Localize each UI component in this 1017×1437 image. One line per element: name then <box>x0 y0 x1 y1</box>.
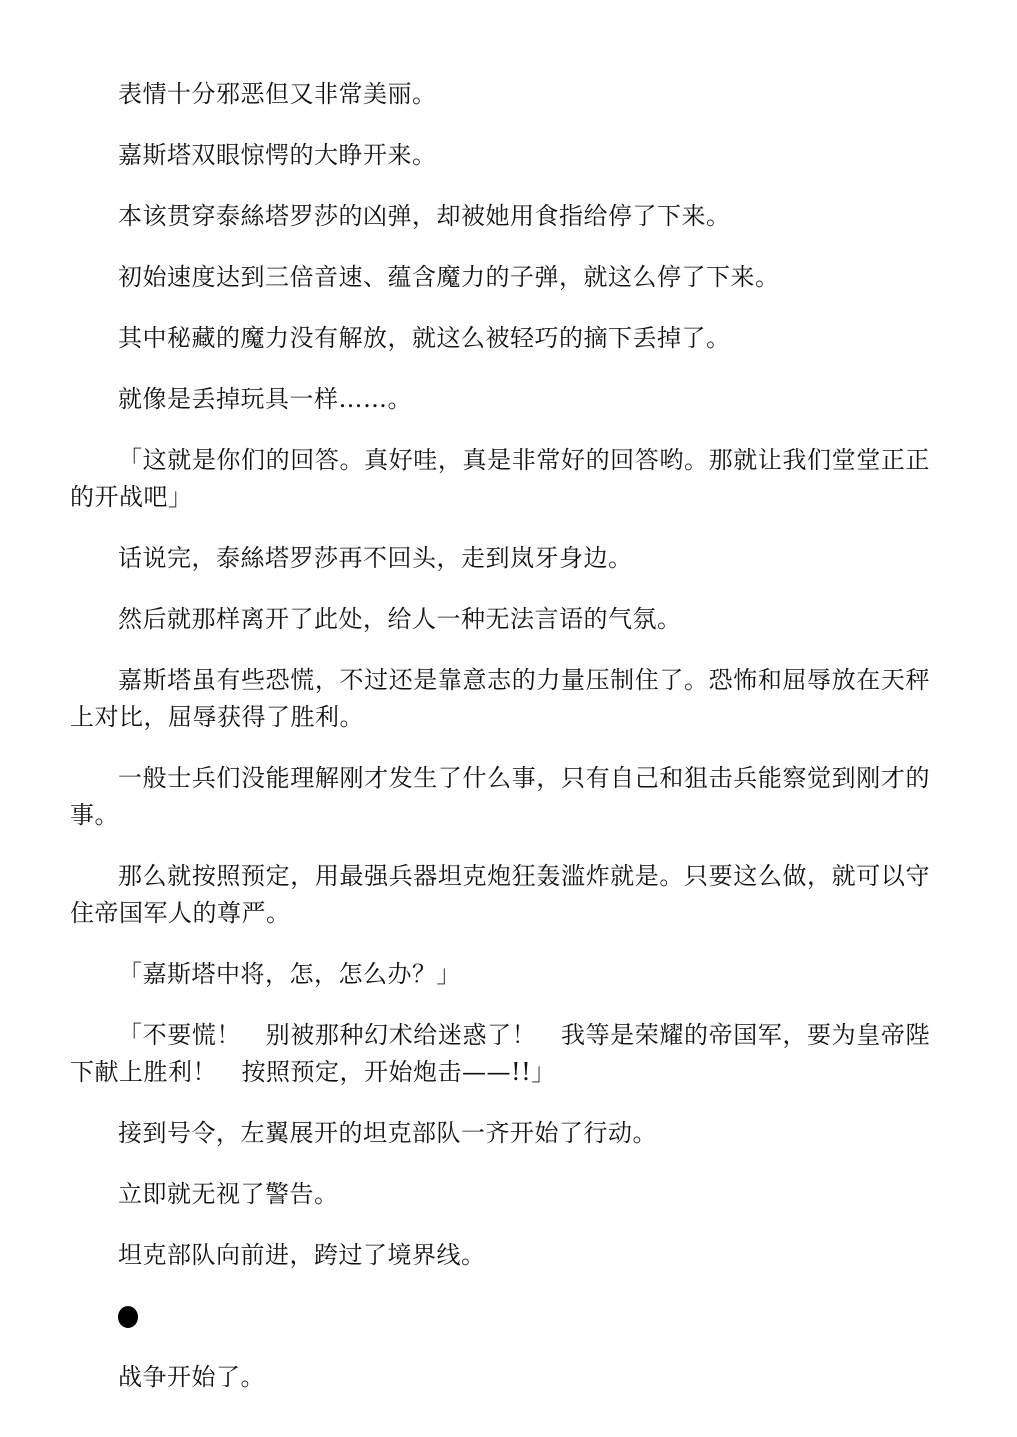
paragraph: 接到号令，左翼展开的坦克部队一齐开始了行动。 <box>118 1119 657 1147</box>
paragraph: 本该贯穿泰絲塔罗莎的凶弹，却被她用食指给停了下来。 <box>118 202 731 230</box>
paragraph: 话说完，泰絲塔罗莎再不回头，走到岚牙身边。 <box>118 544 633 572</box>
filled-circle-icon <box>118 1306 138 1328</box>
paragraph: 然后就那样离开了此处，给人一种无法言语的气氛。 <box>118 605 682 633</box>
paragraph: 嘉斯塔双眼惊愕的大睁开来。 <box>118 141 437 169</box>
paragraph: 其中秘藏的魔力没有解放，就这么被轻巧的摘下丢掉了。 <box>118 324 731 352</box>
dialogue-paragraph: 「不要慌！ 别被那种幻术给迷惑了！ 我等是荣耀的帝国军，要为皇帝陛下献上胜利！ 按照预定，开始炮击——!!」 <box>70 1021 930 1086</box>
paragraph: 表情十分邪恶但又非常美丽。 <box>118 80 437 108</box>
paragraph: 嘉斯塔虽有些恐慌，不过还是靠意志的力量压制住了。恐怖和屈辱放在天秤上对比，屈辱获得了胜利。 <box>70 666 930 731</box>
final-paragraph: 战争开始了。 <box>118 1363 265 1391</box>
dialogue-paragraph: 「这就是你们的回答。真好哇，真是非常好的回答哟。那就让我们堂堂正正的开战吧」 <box>70 446 930 511</box>
scene-break <box>70 1298 930 1335</box>
paragraph: 立即就无视了警告。 <box>118 1180 339 1208</box>
paragraph: 那么就按照预定，用最强兵器坦克炮狂轰滥炸就是。只要这么做，就可以守住帝国军人的尊严。 <box>70 862 930 927</box>
dialogue-paragraph: 「嘉斯塔中将，怎，怎么办？」 <box>118 960 461 988</box>
paragraph: 坦克部队向前进，跨过了境界线。 <box>118 1241 486 1269</box>
paragraph: 初始速度达到三倍音速、蕴含魔力的子弹，就这么停了下来。 <box>118 263 780 291</box>
paragraph: 一般士兵们没能理解刚才发生了什么事，只有自己和狙击兵能察觉到刚才的事。 <box>70 764 930 829</box>
paragraph: 就像是丢掉玩具一样……。 <box>118 385 412 413</box>
document-page <box>70 76 930 1420</box>
